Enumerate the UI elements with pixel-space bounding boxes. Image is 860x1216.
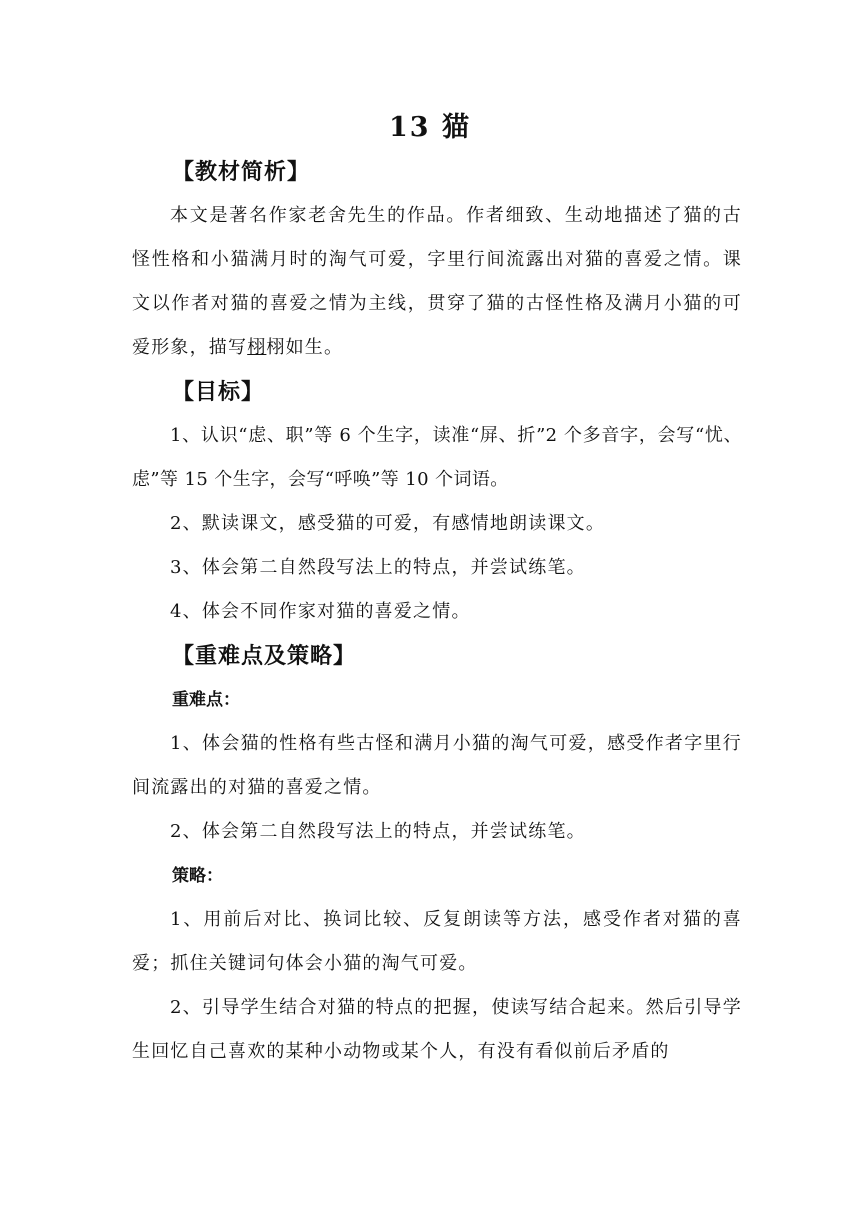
strategy-item: 1、用前后对比、换词比较、反复朗读等方法，感受作者对猫的喜爱；抓住关键词句体会小猫的淘气可爱。 xyxy=(132,909,742,974)
analysis-text-end: 栩如生。 xyxy=(266,337,344,358)
section-heading-key-points: 【重难点及策略】 xyxy=(172,643,357,669)
strategy-label: 策略： xyxy=(172,866,223,886)
difficulty-label: 重难点： xyxy=(172,690,240,710)
difficulty-item: 1、体会猫的性格有些古怪和满月小猫的淘气可爱，感受作者字里行间流露出的对猫的喜爱之情。 xyxy=(132,733,742,798)
analysis-text: 本文是著名作家老舍先生的作品。作者细致、生动地描述了猫的古怪性格和小猫满月时的淘气可爱，字里行间流露出对猫的喜爱之情。课文以作者对猫的喜爱之情为主线，贯穿了猫的古怪性格及满月小猫的可爱形象，描写 xyxy=(132,205,742,358)
goal-item: 3、体会第二自然段写法上的特点，并尝试练笔。 xyxy=(170,557,586,578)
difficulty-item: 2、体会第二自然段写法上的特点，并尝试练笔。 xyxy=(170,821,586,842)
section-heading-goals: 【目标】 xyxy=(172,379,265,405)
underlined-character: 栩 xyxy=(247,337,267,358)
section-heading-analysis: 【教材简析】 xyxy=(172,159,311,185)
page-title: 13 猫 xyxy=(389,112,471,143)
document-body xyxy=(132,150,742,1074)
goal-item: 2、默读课文，感受猫的可爱，有感情地朗读课文。 xyxy=(170,513,606,534)
analysis-paragraph xyxy=(132,194,742,370)
goal-item: 1、认识“虑、职”等 6 个生字，读准“屏、折”2 个多音字，会写“忧、虑”等 15 个生字，会写“呼唤”等 10 个词语。 xyxy=(132,425,742,490)
strategy-item: 2、引导学生结合对猫的特点的把握，使读写结合起来。然后引导学生回忆自己喜欢的某种小动物或某个人，有没有看似前后矛盾的 xyxy=(132,997,742,1062)
goal-item: 4、体会不同作家对猫的喜爱之情。 xyxy=(170,601,471,622)
